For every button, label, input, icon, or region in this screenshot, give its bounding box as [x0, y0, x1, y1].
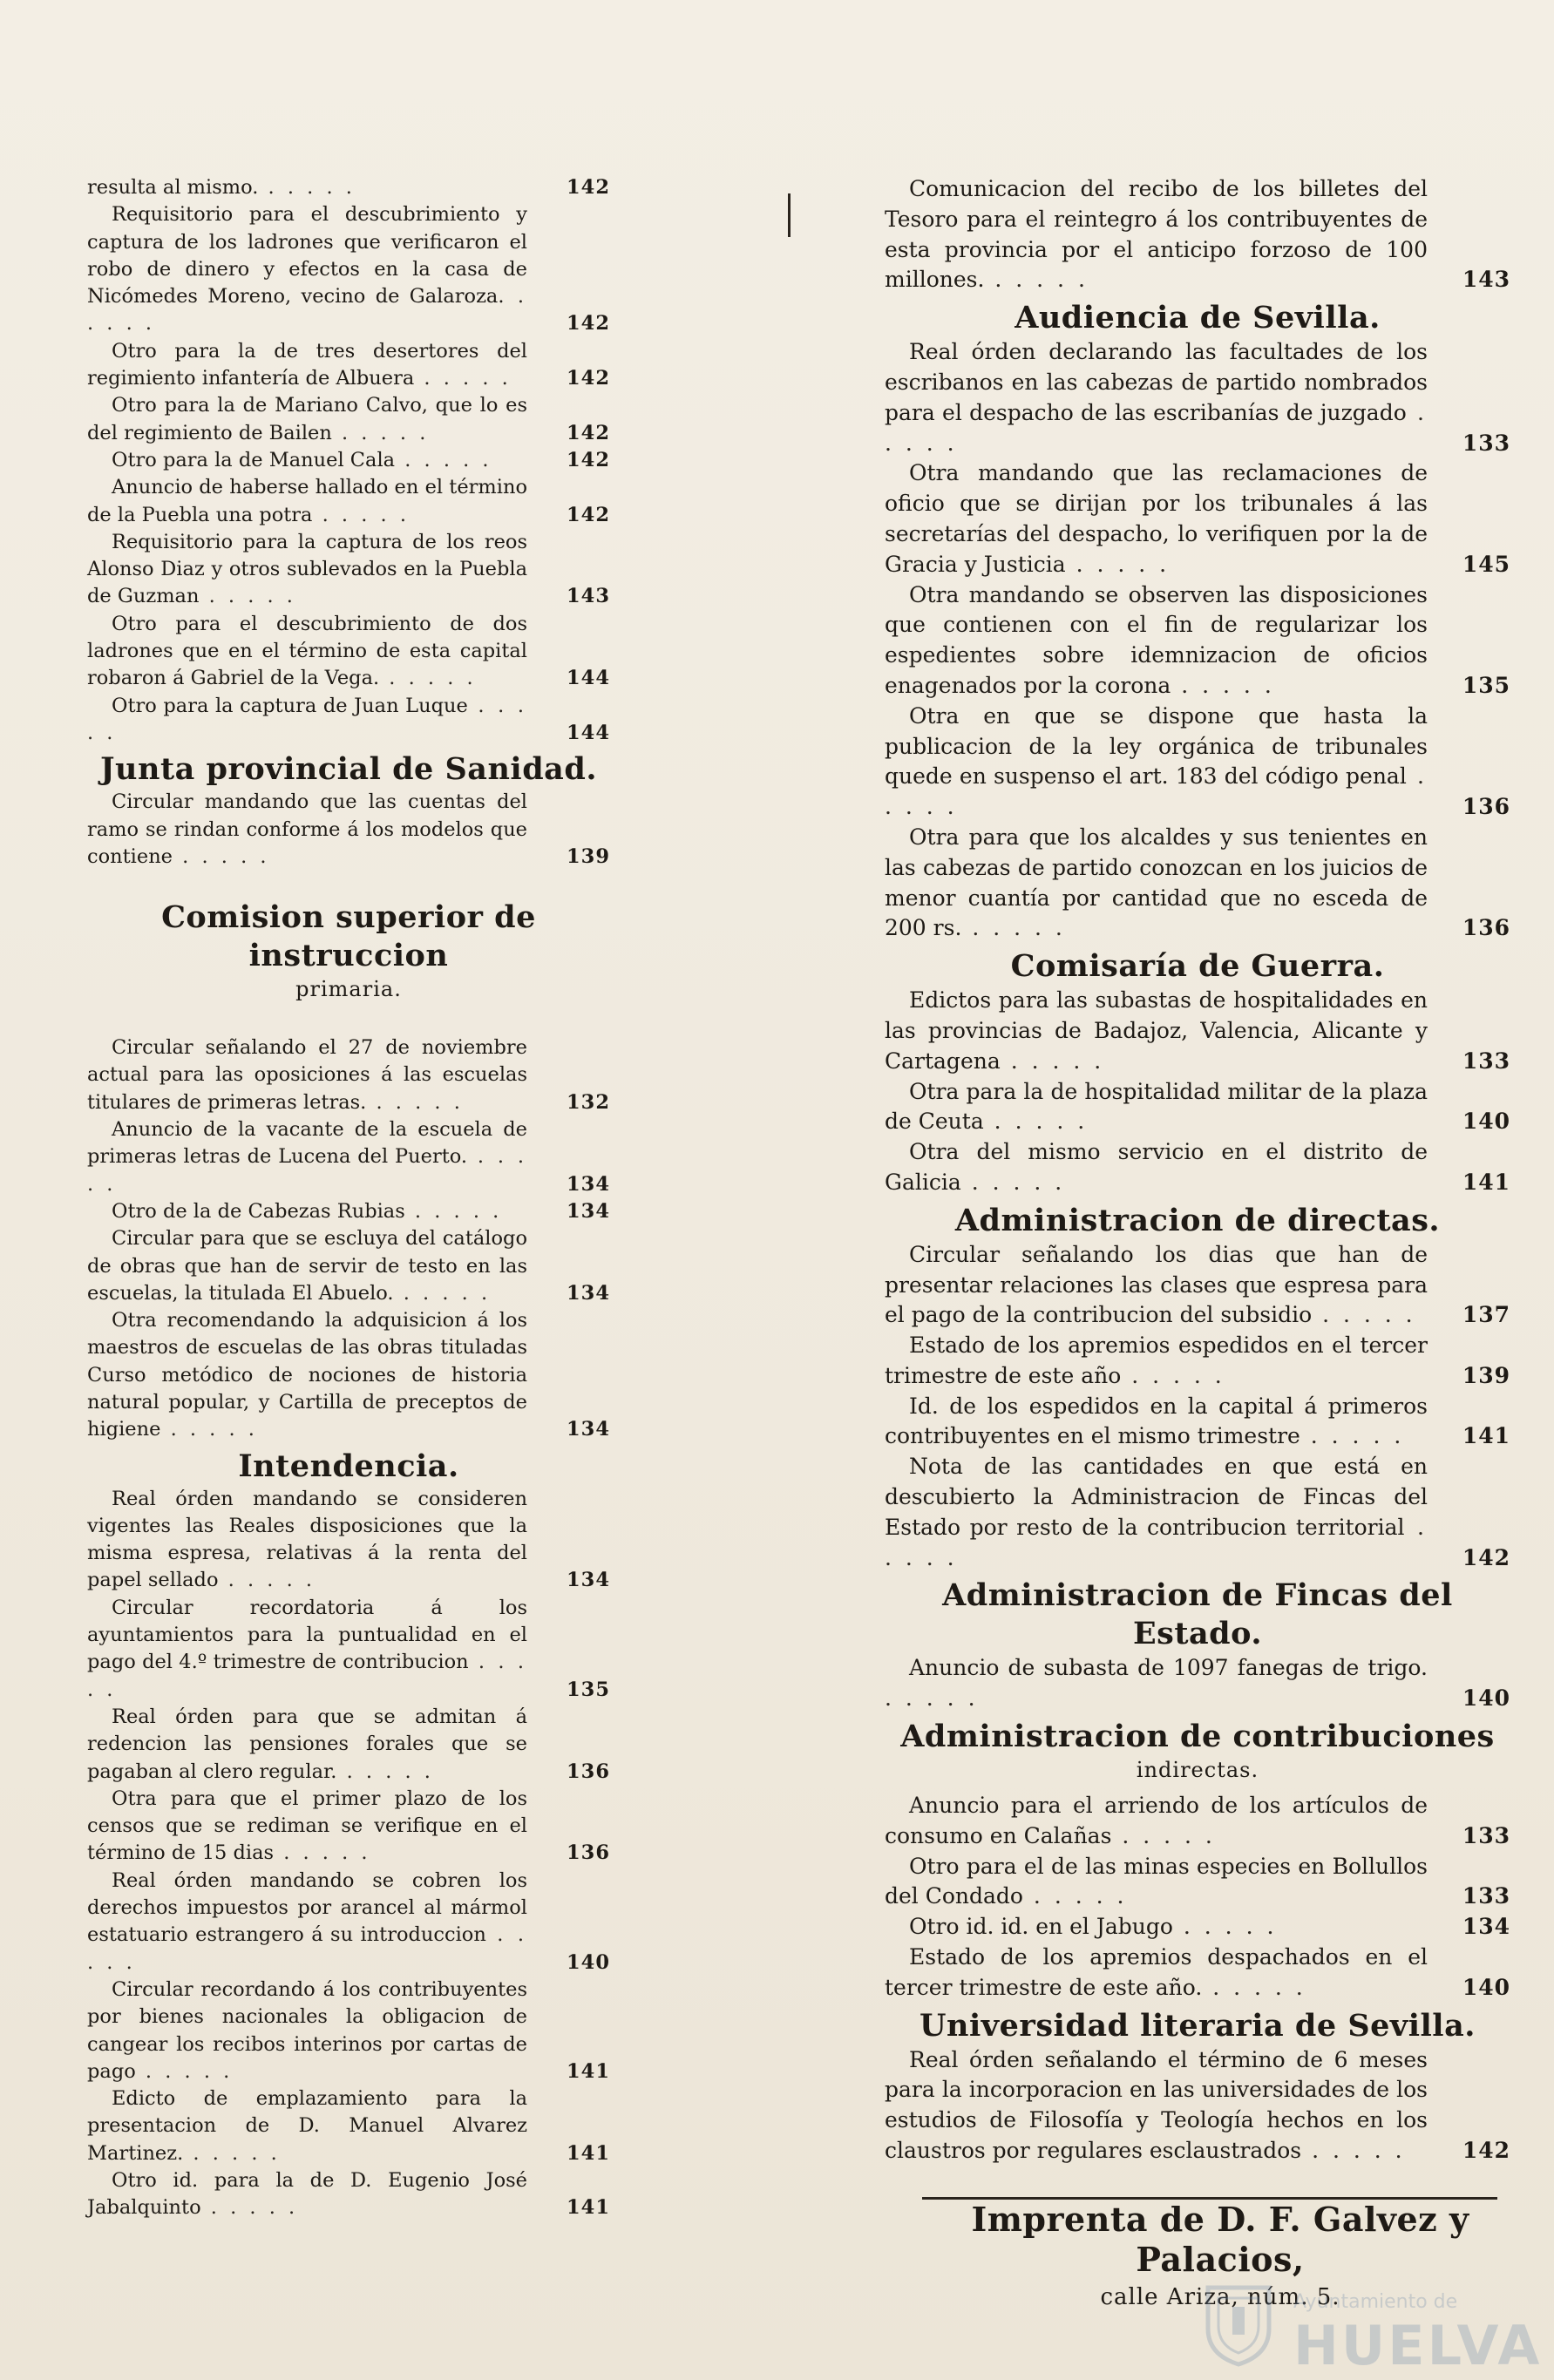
leader-dots: . . . . . [135, 2059, 234, 2083]
leader-dots: . . . . . [885, 1514, 1428, 1570]
index-entry [885, 2045, 1510, 2166]
entry-text: Real órden declarando las facultades de los escribanos en las cabezas de partido nombrados para el despacho de las escribanías de juzgado [885, 339, 1428, 425]
leader-dots: . . . . . [87, 694, 527, 744]
entry-text: Edicto de emplazamiento para la presentacion de D. Manuel Alvarez Martinez. [87, 2087, 527, 2165]
index-entry [87, 1486, 610, 1595]
entry-page-number: 134 [567, 1199, 610, 1223]
entry-page-number: 134 [567, 1281, 610, 1305]
index-entry [885, 1912, 1510, 1943]
entry-text: Circular recordando á los contribuyentes por bienes nacionales la obligacion de cangear los recibos interinos por cartas de pago [87, 1977, 527, 2083]
entry-page-number: 142 [567, 176, 610, 199]
index-entry [87, 693, 610, 748]
entry-text: Real órden mandando se consideren vigentes las Reales disposiciones que la misma espresa, relativas á la renta del papel sellado [87, 1487, 527, 1592]
entry-page-number: 140 [567, 1950, 610, 1974]
entry-page-number: 134 [1462, 1914, 1510, 1940]
section-subheading: primaria. [295, 977, 402, 1002]
entry-page-number: 141 [1462, 1423, 1510, 1449]
leader-dots: . . . . . [87, 285, 528, 336]
leader-dots: . . . . . [1000, 1048, 1105, 1074]
entry-page-number: 133 [1462, 430, 1510, 456]
entry-page-number: 142 [567, 503, 610, 526]
index-entry [87, 1198, 610, 1225]
leader-dots: . . . . . [199, 585, 296, 608]
entry-text: Otra para que el primer plazo de los censos que se rediman se verifique en el término de 15 dias [87, 1787, 527, 1865]
leader-dots: . . . . . [183, 2141, 281, 2165]
index-entry [885, 1852, 1510, 1913]
entry-text: Comunicacion del recibo de los billetes del Tesoro para el reintegro á los contribuyentes de esta provincia por el anticipo forzoso de 100 millones. [885, 176, 1428, 293]
leader-dots: . . . . . [218, 1569, 316, 1592]
entry-page-number: 136 [567, 1841, 610, 1865]
entry-page-number: 142 [567, 448, 610, 471]
entry-text: Nota de las cantidades en que está en descubierto la Administracion de Fincas del Estado por resto de la contribucion territorial [885, 1454, 1428, 1540]
entry-text: Otra en que se dispone que hasta la publicacion de la ley orgánica de tribunales quede en suspenso el art. 183 del código penal [885, 702, 1428, 790]
leader-dots: . . . . . [200, 2196, 299, 2220]
entry-page-number: 141 [567, 2059, 610, 2083]
entry-text: Circular recordatoria á los ayuntamientos para la puntualidad en el pago del 4.º trimestre de contribucion [87, 1596, 527, 1674]
index-entry [885, 1077, 1510, 1138]
entry-text: Otra mandando que las reclamaciones de oficio que se dirijan por los tribunales á las secretarías del despacho, lo verifiquen por la de Gracia y Justicia [885, 460, 1428, 577]
entry-text: Edictos para las subastas de hospitalidades en las provincias de Badajoz, Valencia, Alicante y Cartagena [885, 987, 1428, 1074]
leader-dots: . . . . . [366, 1090, 464, 1114]
leader-dots: . . . . . [960, 1169, 1066, 1195]
index-entry [87, 611, 610, 693]
leader-dots: . . . . . [1172, 1914, 1278, 1940]
index-entry [885, 174, 1510, 295]
leader-dots: . . . . . [87, 1145, 527, 1196]
entry-text: Otro de la de Cabezas Rubias [112, 1199, 405, 1223]
spacer [87, 1010, 610, 1034]
leader-dots: . . . . . [404, 1199, 503, 1223]
leader-dots: . . . . . [984, 267, 1089, 293]
entry-text: Estado de los apremios espedidos en el tercer trimestre de este año [885, 1332, 1428, 1388]
index-entry [87, 392, 610, 447]
section-heading: Comision superior de instruccion [161, 899, 536, 974]
entry-page-number: 135 [567, 1678, 610, 1701]
index-entry [87, 474, 610, 529]
index-entry [87, 1307, 610, 1443]
leader-dots: . . . . . [173, 844, 270, 868]
entry-page-number: 140 [1462, 1974, 1510, 2000]
entry-text: Real órden señalando el término de 6 meses para la incorporacion en las universidades de los estudios de Filosofía y Teología hechos en los claustros por regulares esclaustrados [885, 2046, 1428, 2164]
leader-dots: . . . . . [87, 1923, 527, 1974]
entry-text: Otro id. id. en el Jabugo [909, 1914, 1173, 1940]
entry-page-number: 141 [1462, 1169, 1510, 1195]
index-entry [87, 1977, 610, 2085]
leader-dots: . . . . . [274, 1841, 371, 1865]
leader-dots: . . . . . [336, 1760, 434, 1783]
entry-text: Otro para la captura de Juan Luque [112, 694, 468, 717]
entry-page-number: 142 [1462, 2138, 1510, 2164]
leader-dots: . . . . . [87, 1651, 527, 1701]
entry-page-number: 142 [567, 367, 610, 390]
entry-page-number: 135 [1462, 672, 1510, 698]
leader-dots: . . . . . [393, 1281, 492, 1305]
entry-text: Requisitorio para la captura de los reos Alonso Diaz y otros sublevados en la Puebla de Guzman [87, 530, 527, 608]
entry-page-number: 141 [567, 2141, 610, 2165]
index-entry [885, 702, 1510, 823]
entry-page-number: 144 [567, 667, 610, 690]
entry-page-number: 142 [1462, 1544, 1510, 1570]
entry-text: Anuncio para el arriendo de los artículos de consumo en Calañas [885, 1793, 1428, 1848]
leader-dots: . . . . . [312, 503, 410, 526]
index-entry [87, 1116, 610, 1198]
entry-text: Otro para el de las minas especies en Bollullos del Condado [885, 1853, 1428, 1909]
entry-page-number: 133 [1462, 1048, 1510, 1074]
entry-text: Otra para que los alcaldes y sus tenientes en las cabezas de partido conozcan en los juicios de menor cuantía por cantidad que no esceda de 200 rs. [885, 824, 1428, 941]
index-entry [87, 1225, 610, 1307]
entry-page-number: 142 [567, 421, 610, 444]
entry-text: Otra recomendando la adquisicion á los maestros de escuelas de las obras tituladas Curso metódico de nociones de historia natural popular, y Cartilla de preceptos de higiene [87, 1309, 527, 1441]
entry-page-number: 134 [567, 1569, 610, 1592]
index-entry [885, 1452, 1510, 1573]
index-entry [885, 1240, 1510, 1331]
entry-page-number: 143 [1462, 267, 1510, 293]
entry-page-number: 141 [567, 2196, 610, 2220]
index-entry [87, 201, 610, 337]
index-entry [87, 1868, 610, 1977]
entry-text: Circular para que se escluya del catálogo de obras que han de servir de testo en las escuelas, la titulada El Abuelo. [87, 1227, 527, 1305]
entry-page-number: 136 [1462, 915, 1510, 941]
entry-text: Estado de los apremios despachados en el tercer trimestre de este año. [885, 1944, 1428, 2000]
entry-page-number: 142 [567, 312, 610, 336]
entry-page-number: 136 [1462, 794, 1510, 820]
index-entry [87, 2167, 610, 2222]
entry-text: Circular señalando los dias que han de presentar relaciones las clases que espresa para el pago de la contribucion del subsidio [885, 1241, 1428, 1328]
index-entry [885, 1392, 1510, 1453]
entry-page-number: 140 [1462, 1685, 1510, 1712]
entry-page-number: 140 [1462, 1109, 1510, 1135]
entry-text: Otro para la de Manuel Cala [112, 448, 396, 471]
leader-dots: . . . . . [258, 176, 356, 199]
entry-page-number: 132 [567, 1090, 610, 1114]
leader-dots: . . . . . [331, 421, 430, 444]
entry-page-number: 139 [567, 844, 610, 868]
leader-dots: . . . . . [983, 1109, 1089, 1135]
index-entry [885, 1653, 1510, 1714]
entry-page-number: 143 [567, 585, 610, 608]
index-entry [87, 174, 610, 201]
leader-dots: . . . . . [160, 1418, 258, 1441]
section-heading: Administracion de contribuciones [900, 1719, 1495, 1755]
leader-dots: . . . . . [1301, 2138, 1406, 2164]
index-entry [885, 1137, 1510, 1198]
leader-dots: . . . . . [885, 399, 1428, 456]
entry-text: Requisitorio para el descubrimiento y captura de los ladrones que verificaron el robo de dinero y efectos en la casa de Nicómedes Moreno, vecino de Galaroza. [87, 203, 527, 309]
index-entry [87, 789, 610, 871]
entry-text: resulta al mismo. [87, 176, 259, 199]
index-entry [87, 1786, 610, 1868]
section-heading: Intendencia. [238, 1448, 459, 1484]
entry-text: Otra para la de hospitalidad militar de la plaza de Ceuta [885, 1078, 1428, 1135]
index-entry [885, 1943, 1510, 2004]
entry-text: Otro para la de Mariano Calvo, que lo es del regimiento de Bailen [87, 394, 527, 444]
city-shield-icon [1199, 2281, 1278, 2368]
entry-text: Real órden mandando se cobren los derechos impuestos por arancel al mármol estatuario estrangero á su introduccion [87, 1868, 527, 1947]
entry-text: Otra del mismo servicio en el distrito de Galicia [885, 1139, 1428, 1195]
leader-dots: . . . . . [885, 763, 1428, 820]
section-heading: Comisaría de Guerra. [1010, 948, 1385, 985]
section-heading: Administracion de Fincas del Estado. [942, 1577, 1453, 1652]
entry-page-number: 137 [1462, 1302, 1510, 1328]
index-entry [87, 447, 610, 474]
section-heading: Audiencia de Sevilla. [1015, 300, 1381, 336]
imprint-line-1: Imprenta de D. F. Galvez y Palacios, [971, 2200, 1469, 2279]
section-heading: Junta provincial de Sanidad. [99, 751, 598, 788]
leader-dots: . . . . . [1312, 1302, 1416, 1328]
entry-page-number: 144 [567, 721, 610, 744]
entry-text: Circular mandando que las cuentas del ramo se rindan conforme á los modelos que contiene [87, 790, 527, 868]
leader-dots: . . . . . [1202, 1974, 1306, 2000]
leader-dots: . . . . . [395, 448, 492, 471]
index-entry [885, 580, 1510, 702]
entry-page-number: 133 [1462, 1822, 1510, 1848]
leader-dots: . . . . . [961, 915, 1066, 941]
index-entry [87, 1034, 610, 1116]
leader-dots: . . . . . [1111, 1822, 1216, 1848]
index-entry [885, 458, 1510, 580]
index-entry [87, 1595, 610, 1704]
leader-dots: . . . . . [1171, 672, 1275, 698]
entry-page-number: 134 [567, 1172, 610, 1196]
section-heading: Universidad literaria de Sevilla. [920, 2007, 1476, 2044]
index-entry [885, 1791, 1510, 1852]
index-entry [87, 529, 610, 611]
leader-dots: . . . . . [885, 1685, 979, 1712]
column-divider-rule [788, 193, 791, 237]
watermark [1199, 2279, 1548, 2375]
right-column [885, 174, 1510, 2166]
index-entry [885, 337, 1510, 458]
entry-text: Real órden para que se admitan á redencion las pensiones forales que se pagaban al clero regular. [87, 1705, 527, 1783]
entry-page-number: 145 [1462, 551, 1510, 577]
entry-text: Otro para el descubrimiento de dos ladrones que en el término de esta capital robaron á Gabriel de la Vega. [87, 612, 527, 690]
watermark-line-1: Ayuntamiento de [1293, 2291, 1458, 2313]
leader-dots: . . . . . [1065, 551, 1171, 577]
entry-text: Circular señalando el 27 de noviembre actual para las oposiciones á las escuelas titulares de primeras letras. [87, 1036, 527, 1114]
entry-page-number: 133 [1462, 1883, 1510, 1909]
leader-dots: . . . . . [1300, 1423, 1405, 1449]
leader-dots: . . . . . [1022, 1883, 1128, 1909]
index-entry [87, 338, 610, 393]
entry-text: Otro para la de tres desertores del regimiento infantería de Albuera [87, 339, 527, 390]
leader-dots: . . . . . [414, 367, 512, 390]
section-heading: Administracion de directas. [954, 1202, 1441, 1238]
entry-page-number: 136 [567, 1760, 610, 1783]
leader-dots: . . . . . [1121, 1362, 1225, 1388]
left-column [87, 174, 610, 2222]
entry-text: Otro id. para la de D. Eugenio José Jabalquinto [87, 2169, 527, 2220]
section-subheading: indirectas. [1136, 1758, 1259, 1783]
index-entry [885, 986, 1510, 1076]
entry-text: Id. de los espedidos en la capital á primeros contribuyentes en el mismo trimestre [885, 1393, 1428, 1449]
entry-text: Otra mandando se observen las disposiciones que contienen con el fin de regularizar los espedientes sobre idemnizacion de oficios enagenados por la corona [885, 581, 1428, 698]
entry-text: Anuncio de subasta de 1097 fanegas de trigo. [909, 1655, 1428, 1681]
index-entry [885, 1331, 1510, 1392]
entry-page-number: 134 [567, 1418, 610, 1441]
entry-text: Anuncio de haberse hallado en el término de la Puebla una potra [87, 476, 527, 526]
entry-text: Anuncio de la vacante de la escuela de primeras letras de Lucena del Puerto. [87, 1118, 527, 1169]
watermark-line-2: HUELVA [1293, 2314, 1543, 2377]
entry-page-number: 139 [1462, 1362, 1510, 1388]
imprint-line-2: calle Ariza, núm. 5. [1100, 2284, 1340, 2310]
index-entry [885, 823, 1510, 944]
leader-dots: . . . . . [379, 667, 477, 690]
index-entry [87, 2085, 610, 2167]
spacer [87, 871, 610, 895]
index-entry [87, 1704, 610, 1786]
